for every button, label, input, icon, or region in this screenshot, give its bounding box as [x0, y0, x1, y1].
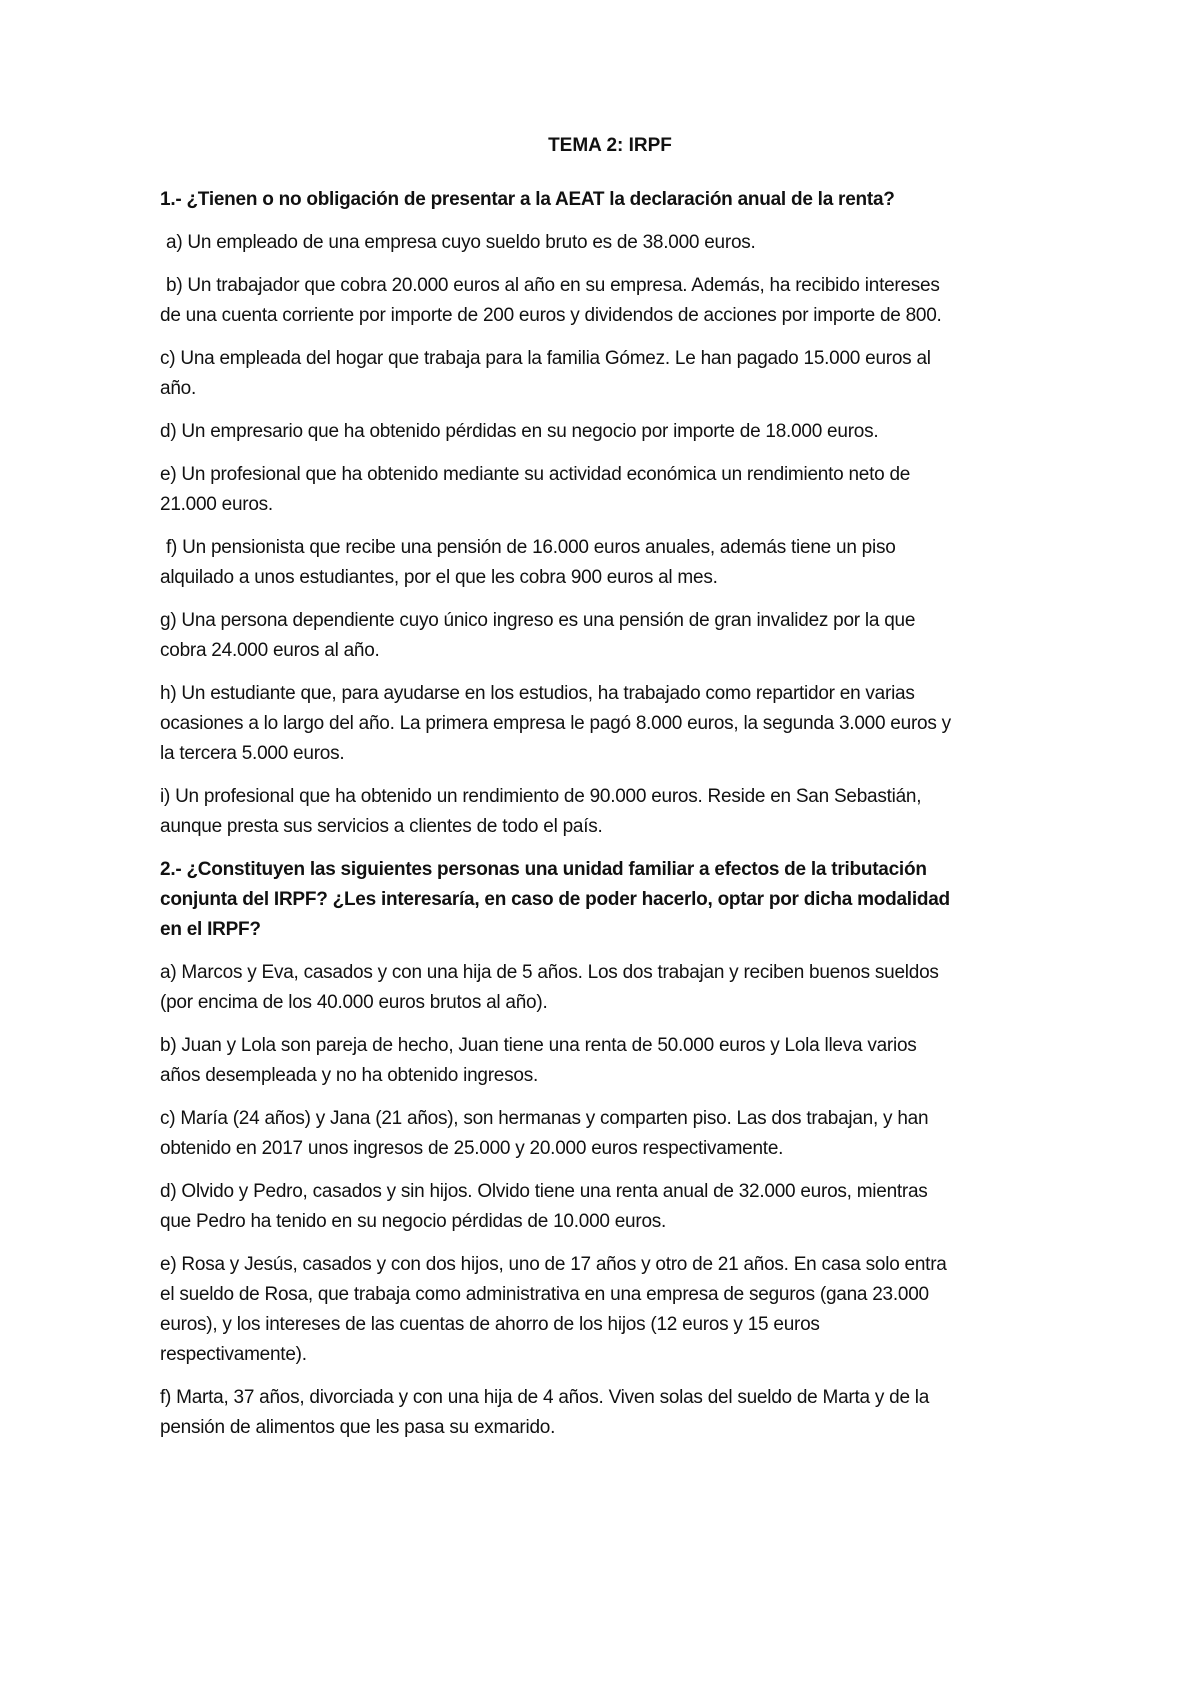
text-line: pensión de alimentos que les pasa su exmarido. — [160, 1417, 556, 1438]
document-title: TEMA 2: IRPF — [548, 135, 672, 156]
text-line: e) Rosa y Jesús, casados y con dos hijos, uno de 17 años y otro de 21 años. En casa solo entra — [160, 1254, 947, 1275]
exercise-item — [160, 417, 1050, 447]
question-heading — [160, 185, 1050, 215]
exercise-item — [160, 228, 1050, 258]
question-heading — [160, 855, 1050, 945]
text-line: años desempleada y no ha obtenido ingresos. — [160, 1065, 538, 1086]
text-line: e) Un profesional que ha obtenido mediante su actividad económica un rendimiento neto de — [160, 464, 911, 485]
exercise-item — [160, 533, 1050, 593]
exercise-item — [160, 958, 1050, 1018]
text-line: de una cuenta corriente por importe de 200 euros y dividendos de acciones por importe de 800. — [160, 305, 942, 326]
exercise-item — [160, 1383, 1050, 1443]
text-line: f) Un pensionista que recibe una pensión de 16.000 euros anuales, además tiene un piso — [166, 537, 896, 558]
text-line: la tercera 5.000 euros. — [160, 743, 345, 764]
exercise-item — [160, 1177, 1050, 1237]
text-line: h) Un estudiante que, para ayudarse en los estudios, ha trabajado como repartidor en varias — [160, 683, 915, 704]
exercise-item — [160, 782, 1050, 842]
text-line: b) Un trabajador que cobra 20.000 euros al año en su empresa. Además, ha recibido intereses — [166, 275, 940, 296]
text-line: que Pedro ha tenido en su negocio pérdidas de 10.000 euros. — [160, 1211, 667, 1232]
exercise-item — [160, 1250, 1050, 1370]
text-line: alquilado a unos estudiantes, por el que les cobra 900 euros al mes. — [160, 567, 718, 588]
text-line: d) Un empresario que ha obtenido pérdidas en su negocio por importe de 18.000 euros. — [160, 421, 879, 442]
text-line: f) Marta, 37 años, divorciada y con una hija de 4 años. Viven solas del sueldo de Marta y de la — [160, 1387, 930, 1408]
text-line: en el IRPF? — [160, 919, 261, 940]
text-line: euros), y los intereses de las cuentas de ahorro de los hijos (12 euros y 15 euros — [160, 1314, 820, 1335]
text-line: c) María (24 años) y Jana (21 años), son hermanas y comparten piso. Las dos trabajan, y han — [160, 1108, 929, 1129]
text-line: el sueldo de Rosa, que trabaja como administrativa en una empresa de seguros (gana 23.000 — [160, 1284, 929, 1305]
text-line: b) Juan y Lola son pareja de hecho, Juan tiene una renta de 50.000 euros y Lola lleva varios — [160, 1035, 917, 1056]
text-line: (por encima de los 40.000 euros brutos al año). — [160, 992, 548, 1013]
exercise-item — [160, 344, 1050, 404]
text-line: respectivamente). — [160, 1344, 307, 1365]
exercise-item — [160, 1031, 1050, 1091]
text-line: a) Un empleado de una empresa cuyo sueldo bruto es de 38.000 euros. — [166, 232, 756, 253]
text-line: 2.- ¿Constituyen las siguientes personas una unidad familiar a efectos de la tributación — [160, 859, 927, 880]
text-line: aunque presta sus servicios a clientes de todo el país. — [160, 816, 603, 837]
text-line: obtenido en 2017 unos ingresos de 25.000 y 20.000 euros respectivamente. — [160, 1138, 784, 1159]
exercise-item — [160, 606, 1050, 666]
exercise-item — [160, 679, 1050, 769]
exercise-item — [160, 271, 1050, 331]
document-page — [160, 131, 1050, 1456]
text-line: 21.000 euros. — [160, 494, 273, 515]
text-line: c) Una empleada del hogar que trabaja para la familia Gómez. Le han pagado 15.000 euros al — [160, 348, 931, 369]
exercise-item — [160, 460, 1050, 520]
text-line: año. — [160, 378, 196, 399]
text-line: g) Una persona dependiente cuyo único ingreso es una pensión de gran invalidez por la que — [160, 610, 916, 631]
document-body — [160, 185, 1050, 1443]
exercise-item — [160, 1104, 1050, 1164]
text-line: conjunta del IRPF? ¿Les interesaría, en caso de poder hacerlo, optar por dicha modalidad — [160, 889, 950, 910]
text-line: cobra 24.000 euros al año. — [160, 640, 380, 661]
text-line: i) Un profesional que ha obtenido un rendimiento de 90.000 euros. Reside en San Sebastián, — [160, 786, 922, 807]
text-line: ocasiones a lo largo del año. La primera empresa le pagó 8.000 euros, la segunda 3.000 euros y — [160, 713, 951, 734]
text-line: a) Marcos y Eva, casados y con una hija de 5 años. Los dos trabajan y reciben buenos sueldos — [160, 962, 939, 983]
text-line: 1.- ¿Tienen o no obligación de presentar a la AEAT la declaración anual de la renta? — [160, 189, 895, 210]
text-line: d) Olvido y Pedro, casados y sin hijos. Olvido tiene una renta anual de 32.000 euros, mientras — [160, 1181, 928, 1202]
